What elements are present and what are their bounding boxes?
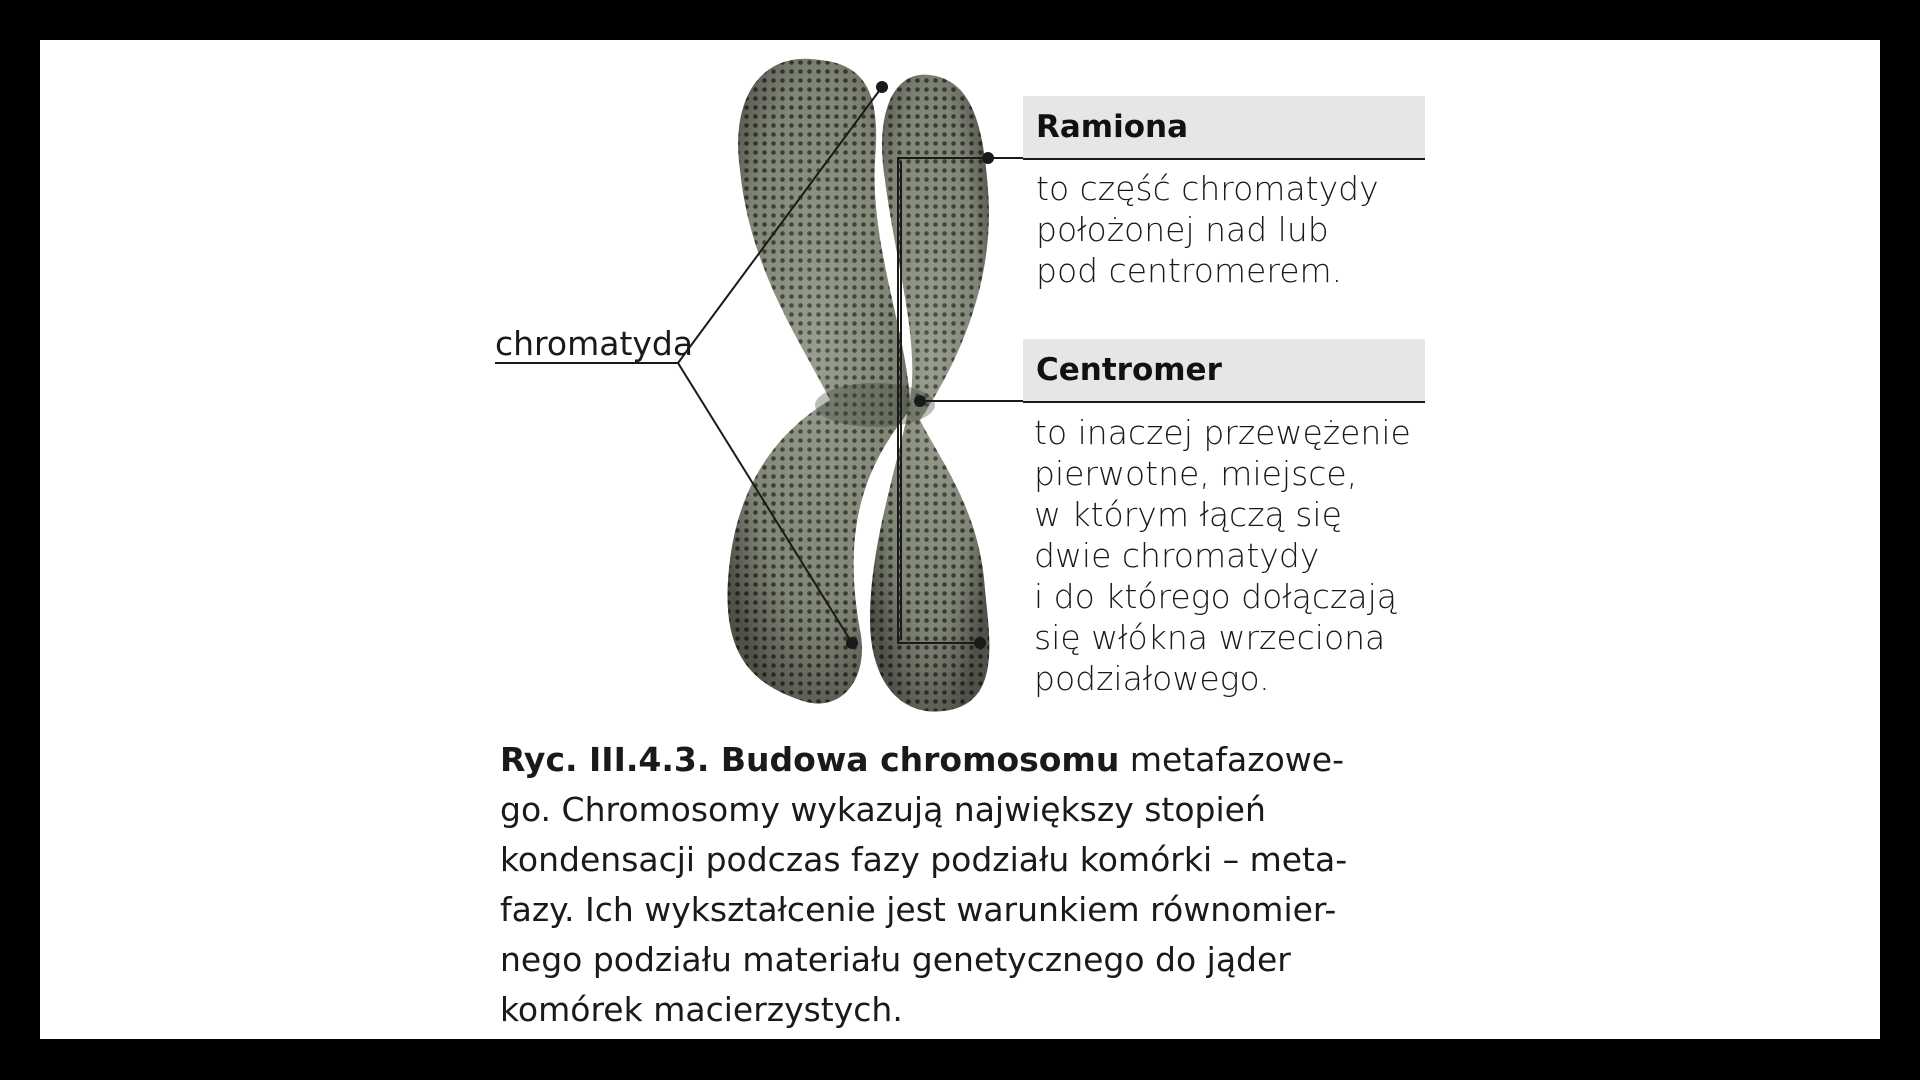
centromere-title: Centromer	[1023, 339, 1425, 403]
caption-text: metafazowe- go. Chromosomy wykazują największy stopień kondensacji podczas fazy podziału komórki – meta- fazy. Ich wykształcenie jest warunkiem równomier- nego podziału materiału genetycznego do jąder komórek macierzystych.	[500, 740, 1348, 1029]
chromatid-label: chromatyda	[495, 324, 694, 363]
chromosome-image	[728, 59, 990, 712]
chromatid-bottom-dot	[846, 637, 858, 649]
centromere-description: to inaczej przewężenie pierwotne, miejsce, w którym łączą się dwie chromatydy i do którego dołączają się włókna wrzeciona podziałowego.	[1034, 413, 1411, 698]
figure-caption	[500, 735, 1460, 1035]
centromere-dot	[914, 395, 926, 407]
figure-page	[40, 40, 1880, 1039]
arms-bottom-dot	[974, 637, 986, 649]
arms-description: to część chromatydy położonej nad lub pod centromerem.	[1036, 169, 1379, 290]
chromatid-top-dot	[876, 81, 888, 93]
caption-bold: Ryc. III.4.3. Budowa chromosomu	[500, 740, 1120, 779]
arms-top-dot	[982, 152, 994, 164]
arms-title: Ramiona	[1023, 96, 1425, 160]
